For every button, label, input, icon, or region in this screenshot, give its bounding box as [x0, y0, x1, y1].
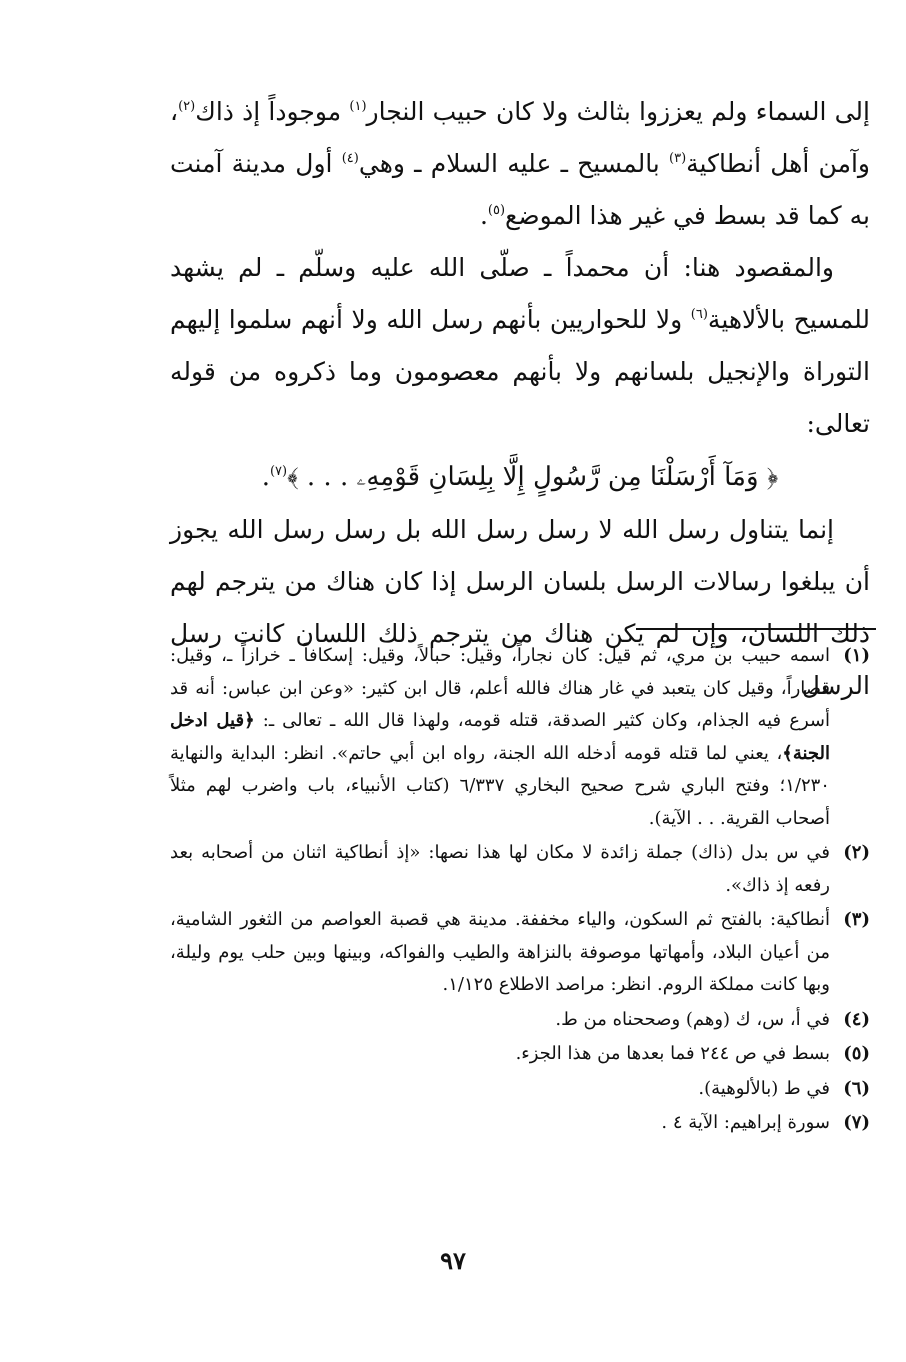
footnote-5: [170, 1038, 870, 1071]
paragraph-2: [170, 242, 870, 450]
footnote-ref-2: (٢): [178, 99, 196, 114]
footnotes: [170, 640, 870, 1142]
paragraph-1: [170, 86, 870, 242]
footnote-number: (٢): [843, 842, 870, 863]
footnote-ref-1: (١): [349, 99, 367, 114]
text-run: ولا للحواريين بأنهم رسل الله ولا أنهم سلموا إليهم التوراة والإنجيل بلسانهم ولا بأنهم معصومون وما ذكروه من قوله تعالى:: [170, 305, 870, 438]
footnote-2: [170, 837, 870, 902]
footnote-number: (٣): [843, 909, 870, 930]
footnote-6: [170, 1073, 870, 1106]
footnote-text: أنطاكية: بالفتح ثم السكون، والياء مخففة. مدينة هي قصبة العواصم من الثغور الشامية، من أعيان البلاد، وأمهاتها موصوفة بالنزاهة والطيب والفواكه، وبينها وبين حلب يوم وليلة، وبها كانت مملكة الروم. انظر: مراصد الاطلاع ١/١٢٥.: [170, 909, 830, 995]
ornate-bracket-close: ﴾: [287, 462, 299, 492]
footnote-number: (١): [843, 645, 870, 666]
footnote-text: سورة إبراهيم: الآية ٤ .: [661, 1112, 830, 1133]
quoted-verse: ﴿قيل ادخل الجنة﴾: [170, 710, 830, 764]
quran-verse: [170, 450, 870, 504]
ornate-bracket-open: ﴿: [766, 462, 779, 492]
footnote-7: [170, 1107, 870, 1140]
text-run: ، يعني لما قتله قومه أدخله الله الجنة، رواه ابن أبي حاتم». انظر: البداية والنهاية ١/٢٣٠؛ وفتح الباري شرح صحيح البخاري ٦/٣٣٧ (كتاب الأنبياء، باب واضرب لهم مثلاً أصحاب القرية. . . الآية).: [170, 742, 830, 829]
footnote-number: (٥): [843, 1043, 870, 1064]
text-run: .: [261, 462, 270, 492]
text-run: أول مدينة آمنت به كما قد بسط في غير هذا الموضع: [170, 149, 870, 230]
text-run: اسمه حبيب بن مري، ثم قيل: كان نجاراً، وقيل: حبالاً، وقيل: إسكافاً ـ خرازاً ـ، وقيل: قصاراً، وقيل كان يتعبد في غار هناك فالله أعلم، قال ابن كثير: «وعن ابن عباس: أنه قد أسرع فيه الجذام، وكان كثير الصدقة، قتله قومه، ولهذا قال الله ـ تعالى ـ:: [170, 645, 830, 731]
main-text: [170, 86, 870, 712]
footnote-4: [170, 1004, 870, 1037]
footnote-ref-7: (٧): [269, 464, 288, 479]
text-run: والمقصود هنا: أن محمداً ـ صلّى الله عليه وسلّم ـ لم يشهد للمسيح بالألاهية: [170, 253, 871, 334]
paragraph-3: إنما يتناول رسل الله لا رسل رسل الله بل رسل رسل الله يجوز أن يبلغوا رسالات الرسل بلسان الرسل إذا كان هناك من يترجم لهم ذلك اللسان، وإن لم يكن هناك من يترجم ذلك اللسان كانت رسل الرسل: [170, 515, 870, 700]
text-run: إلى السماء ولم يعززوا بثالث ولا كان حبيب النجار: [366, 97, 870, 126]
footnote-1: [170, 640, 870, 835]
footnote-text: بسط في ص ٢٤٤ فما بعدها من هذا الجزء.: [515, 1043, 830, 1064]
footnote-number: (٤): [843, 1008, 870, 1030]
footnote-ref-6: (٦): [690, 307, 708, 322]
footnote-ref-5: (٥): [487, 203, 506, 218]
footnote-number: (٧): [843, 1112, 870, 1133]
footnote-text: في ط (بالألوهية).: [698, 1077, 830, 1099]
footnote-ref-4: (٤): [341, 151, 359, 166]
footnote-divider: [636, 628, 876, 630]
footnote-ref-3: (٣): [669, 151, 687, 166]
text-run: ، وآمن أهل أنطاكية: [170, 97, 870, 178]
text-run: .: [479, 201, 488, 230]
page-number: ٩٧: [440, 1246, 466, 1275]
footnote-number: (٦): [843, 1077, 870, 1099]
footnote-text: في س بدل (ذاك) جملة زائدة لا مكان لها هذا نصها: «إذ أنطاكية اثنان من أصحابه بعد رفعه إذ ذاك».: [170, 842, 830, 896]
footnote-text: في أ، س، ك (وهم) وصححناه من ط.: [555, 1008, 830, 1030]
verse-text: وَمَآ أَرْسَلْنَا مِن رَّسُولٍ إِلَّا بِلِسَانِ قَوْمِهِۦ . . .: [306, 462, 759, 492]
text-run: بالمسيح ـ عليه السلام ـ وهي: [358, 149, 660, 178]
footnote-3: [170, 904, 870, 1002]
text-run: موجوداً إذ ذاك: [195, 97, 342, 126]
footnote-text: [170, 640, 830, 835]
